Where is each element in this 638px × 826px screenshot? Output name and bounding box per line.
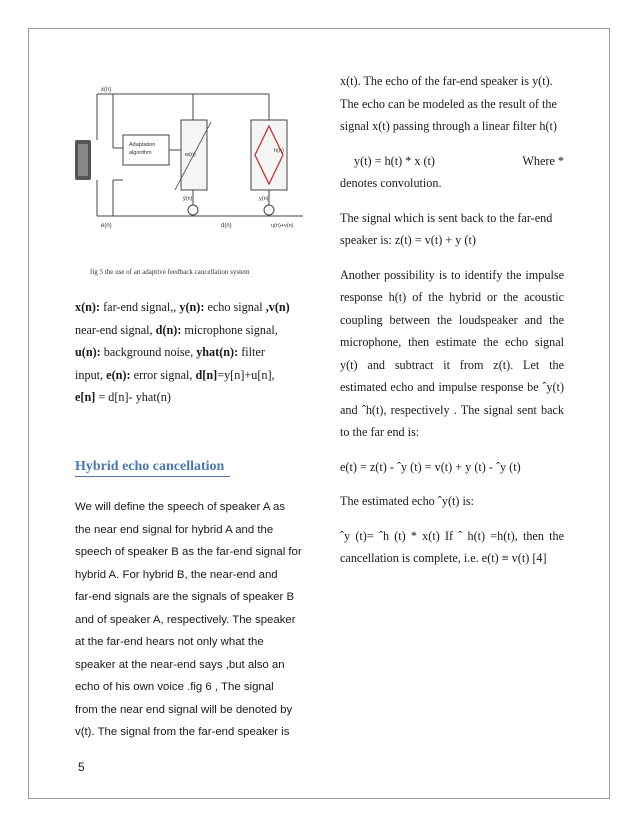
- legend-term: d(n):: [155, 322, 182, 337]
- legend-term: e[n]: [75, 390, 96, 404]
- fig-label-en: e(n): [101, 223, 112, 229]
- body-paragraph: Another possibility is to identify the impulse response h(t) of the hybrid or the acoustic coupling between the loudspeaker and the microphone, then estimate the echo signal y(t) and subtract it from z(t). Let the estimated echo and impulse response be ˆy(t) and ˆh(t), respectively . The signal sent back to the far end is:: [340, 267, 564, 439]
- body-line: The estimated echo ˆy(t) is:: [340, 494, 475, 508]
- body-line: We will define the speech of speaker A as: [75, 501, 286, 513]
- legend-text: background noise,: [100, 345, 197, 359]
- right-column: [340, 70, 564, 570]
- legend-term: x(n):: [75, 300, 101, 314]
- body-line: hybrid A. For hybrid B, the near-end and: [75, 568, 278, 581]
- legend-text: input,: [75, 367, 107, 382]
- legend-term: yhat(n):: [196, 345, 239, 359]
- legend-text: filter: [238, 345, 265, 359]
- body-line: speaker at the near-end says ,but also an: [75, 658, 285, 671]
- legend-term: y(n):: [179, 300, 205, 314]
- legend-text: near-end signal,: [75, 322, 156, 337]
- fig-label-xn: x(n): [101, 87, 112, 93]
- fig-label-hn: h(n): [274, 148, 284, 154]
- fig-label-adaptation-2: algorithm: [129, 150, 152, 156]
- legend-term: u(n):: [75, 345, 101, 359]
- body-line: at the far-end hears not only what the: [75, 636, 264, 648]
- body-line: echo of his own voice .fig 6 , The signal: [75, 681, 274, 693]
- equation: y(t) = h(t) * x (t): [354, 153, 435, 168]
- legend-text: = d[n]- yhat(n): [95, 390, 171, 404]
- body-line: speech of speaker B as the far-end signal for: [75, 546, 302, 558]
- body-line: and of speaker A, respectively. The speaker: [75, 613, 296, 626]
- fig-label-adaptation-1: Adaptation: [129, 142, 156, 148]
- legend-text: microphone signal,: [181, 322, 278, 337]
- signal-legend: [75, 296, 306, 409]
- body-line: x(t). The echo of the far-end speaker is y(t).: [340, 74, 553, 88]
- body-line: The echo can be modeled as the result of the: [340, 96, 557, 111]
- legend-line: [75, 319, 306, 342]
- legend-line: [75, 341, 306, 364]
- equation-note: Where *: [522, 153, 564, 168]
- body-line: far-end signals are the signals of speaker B: [75, 591, 295, 603]
- adaptive-feedback-figure: [73, 80, 305, 250]
- left-body-text: [75, 496, 306, 744]
- body-line: the near end signal for hybrid A and the: [75, 523, 274, 536]
- body-line: denotes convolution.: [340, 176, 442, 190]
- equation-error: e(t) = z(t) - ˆy (t) = v(t) + y (t) - ˆy (t): [340, 459, 521, 474]
- body-line: speaker is: z(t) = v(t) + y (t): [340, 233, 476, 247]
- legend-term: e(n):: [106, 367, 131, 382]
- fig-label-yhat: ŷ(n): [183, 196, 193, 202]
- legend-term: ,v(n): [265, 300, 290, 314]
- legend-text: far-end signal,,: [100, 300, 180, 314]
- fig-label-yn: y(n): [259, 196, 269, 202]
- legend-text: =y[n]+u[n],: [217, 367, 275, 382]
- legend-text: error signal,: [130, 367, 196, 382]
- legend-line: [75, 364, 306, 387]
- section-heading: Hybrid echo cancellation: [75, 458, 230, 477]
- body-line: signal x(t) passing through a linear filter h(t): [340, 119, 557, 133]
- legend-term: d[n]: [195, 367, 218, 382]
- body-line: v(t). The signal from the far-end speaker is: [75, 726, 290, 738]
- legend-line: [75, 296, 306, 319]
- legend-text: echo signal: [204, 300, 266, 314]
- body-line: The signal which is sent back to the far-end: [340, 210, 553, 225]
- legend-line: [75, 386, 306, 409]
- body-line: from the near end signal will be denoted by: [75, 703, 293, 716]
- equation-estimate: ˆy (t)= ˆh (t) * x(t) If ˆ h(t) =h(t), then the cancellation is complete, i.e. e(t) ≡ v(t) [4]: [340, 528, 564, 565]
- figure-caption: fig 5 the use of an adaptive feedback cancellation system: [90, 268, 250, 276]
- fig-label-dn: d(n): [221, 223, 232, 229]
- page-number: 5: [78, 760, 85, 774]
- fig-label-wn: w(n): [185, 152, 196, 158]
- equation-convolution: [340, 150, 564, 173]
- fig-label-un: u(n)+v(n): [271, 223, 294, 229]
